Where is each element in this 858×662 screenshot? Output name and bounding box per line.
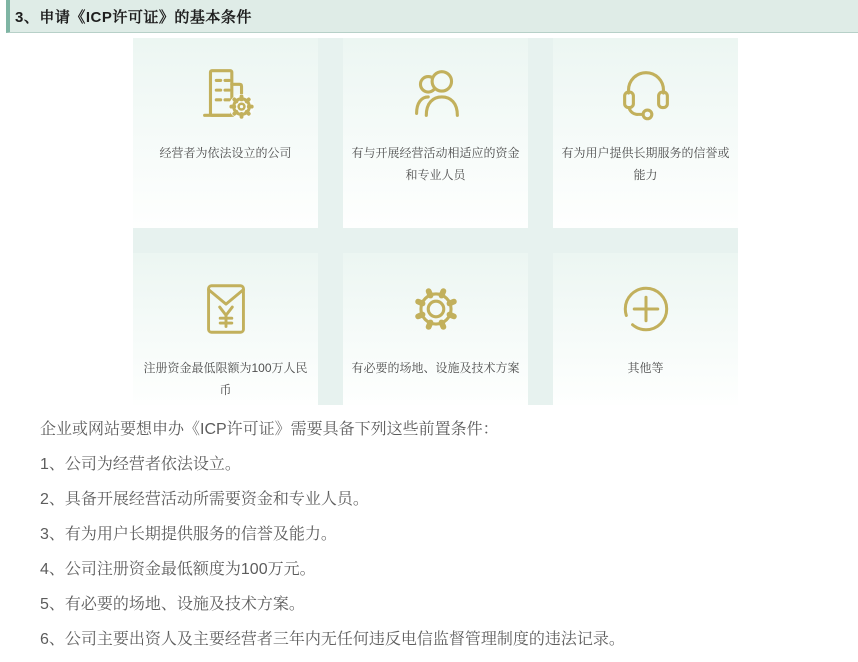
section-title: 3、申请《ICP许可证》的基本条件 xyxy=(15,8,252,26)
requirement-item: 6、公司主要出资人及主要经营者三年内无任何违反电信监督管理制度的违法记录。 xyxy=(40,631,625,648)
requirement-item: 1、公司为经营者依法设立。 xyxy=(40,456,241,473)
card-label: 有必要的场地、设施及技术方案 xyxy=(351,361,520,375)
conditions-grid xyxy=(133,38,738,405)
intro-line: 企业或网站要想申办《ICP许可证》需要具备下列这些前置条件： xyxy=(40,421,499,438)
envelope-yen-icon xyxy=(195,275,257,343)
condition-card-others xyxy=(553,253,738,405)
condition-card-funds-staff xyxy=(343,38,528,228)
card-label: 注册资金最低限额为100万人民币 xyxy=(143,361,308,397)
headset-icon xyxy=(613,60,679,128)
requirement-item: 2、具备开展经营活动所需要资金和专业人员。 xyxy=(40,491,369,508)
plus-circle-icon xyxy=(614,275,678,343)
people-icon xyxy=(403,60,469,128)
card-label: 有为用户提供长期服务的信誉或能力 xyxy=(561,146,730,182)
requirement-item: 3、有为用户长期提供服务的信誉及能力。 xyxy=(40,526,337,543)
requirements-text xyxy=(40,412,848,657)
requirement-item: 5、有必要的场地、设施及技术方案。 xyxy=(40,596,305,613)
section-header xyxy=(6,0,858,33)
building-gear-icon xyxy=(193,60,259,128)
gear-icon xyxy=(403,275,469,343)
condition-card-company xyxy=(133,38,318,228)
card-label: 有与开展经营活动相适应的资金和专业人员 xyxy=(351,146,520,182)
card-label: 其他等 xyxy=(627,361,664,375)
requirement-item: 4、公司注册资金最低额度为100万元。 xyxy=(40,561,316,578)
card-label: 经营者为依法设立的公司 xyxy=(159,146,292,160)
condition-card-capital xyxy=(133,253,318,405)
condition-card-facilities xyxy=(343,253,528,405)
condition-card-service xyxy=(553,38,738,228)
